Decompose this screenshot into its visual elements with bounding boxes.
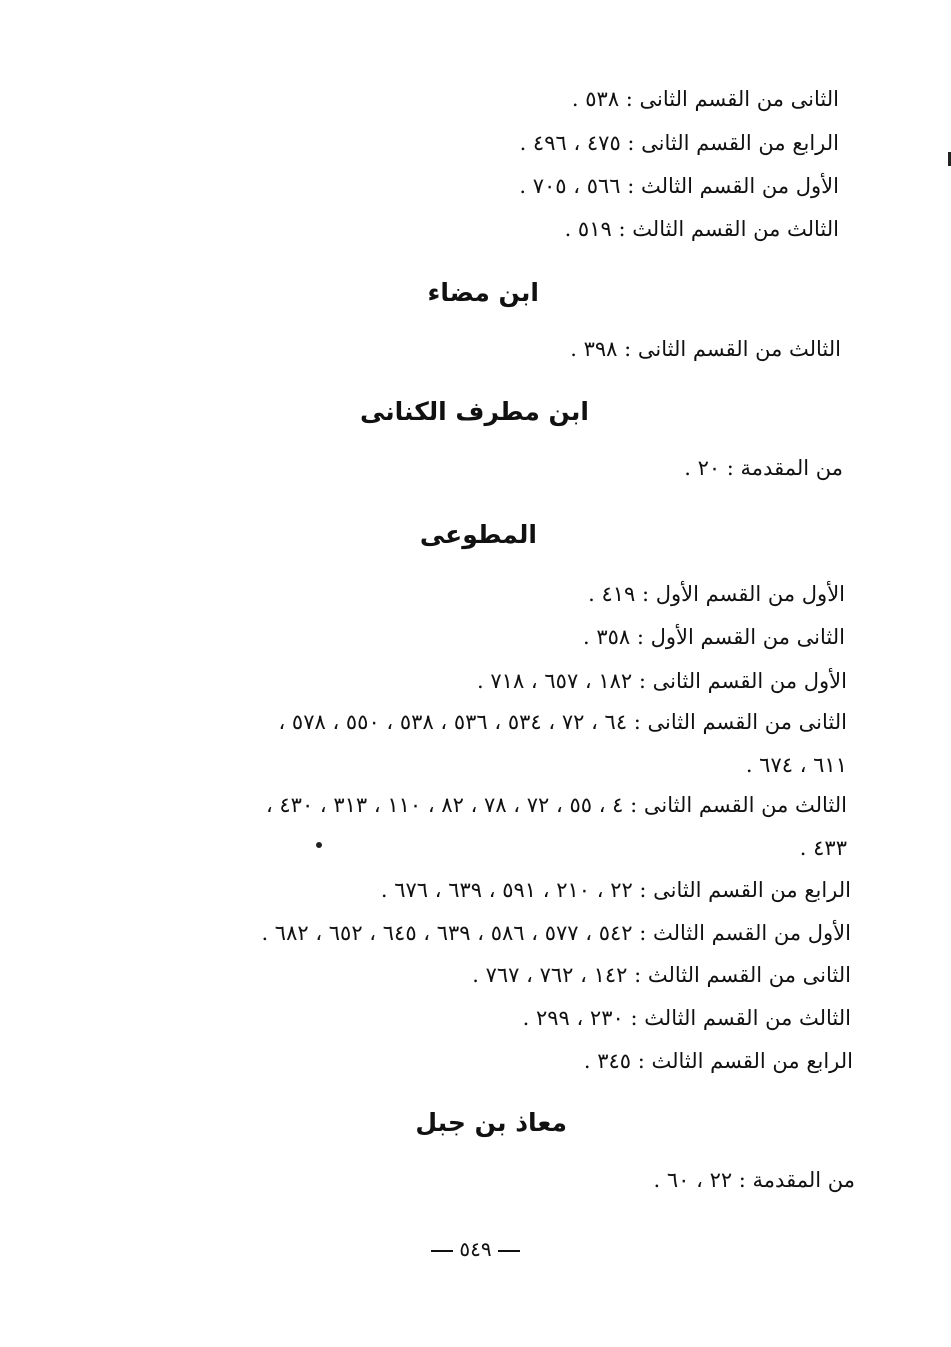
section-heading: معاذ بن جبل [415, 1108, 567, 1137]
entry-line: الرابع من القسم الثالث : ٣٤٥ . [583, 1049, 853, 1073]
page-number [0, 1234, 951, 1264]
entry-line: الرابع من القسم الثانى : ٤٧٥ ، ٤٩٦ . [519, 131, 839, 155]
ink-dot [316, 842, 322, 848]
entry-line: الثانى من القسم الثالث : ١٤٢ ، ٧٦٢ ، ٧٦٧ . [472, 963, 851, 987]
entry-line: الثانى من القسم الثانى : ٥٣٨ . [571, 87, 839, 111]
entry-line: الأول من القسم الثالث : ٥٤٢ ، ٥٧٧ ، ٥٨٦ ، ٦٣٩ ، ٦٤٥ ، ٦٥٢ ، ٦٨٢ . [261, 921, 851, 945]
entry-line: ٤٣٣ . [799, 836, 847, 860]
entry-line: الثالث من القسم الثالث : ٥١٩ . [564, 217, 839, 241]
dash-left [431, 1250, 453, 1252]
section-heading: ابن مضاء [427, 278, 539, 307]
entry-line: الأول من القسم الثانى : ١٨٢ ، ٦٥٧ ، ٧١٨ . [477, 669, 847, 693]
entry-line: الثالث من القسم الثالث : ٢٣٠ ، ٢٩٩ . [522, 1006, 851, 1030]
entry-line: من المقدمة : ٢٢ ، ٦٠ . [653, 1168, 855, 1192]
entry-line: من المقدمة : ٢٠ . [684, 456, 843, 480]
entry-line: الثانى من القسم الأول : ٣٥٨ . [583, 625, 845, 649]
page-number-text: ٥٤٩ [459, 1237, 492, 1261]
dash-right [498, 1250, 520, 1252]
entry-line: ٦١١ ، ٦٧٤ . [745, 753, 847, 777]
entry-line: الأول من القسم الثالث : ٥٦٦ ، ٧٠٥ . [519, 174, 839, 198]
section-heading: المطوعى [419, 520, 537, 549]
entry-line: الثانى من القسم الثانى : ٦٤ ، ٧٢ ، ٥٣٤ ، ٥٣٦ ، ٥٣٨ ، ٥٥٠ ، ٥٧٨ ، [278, 710, 847, 734]
entry-line: الثالث من القسم الثانى : ٤ ، ٥٥ ، ٧٢ ، ٧٨ ، ٨٢ ، ١١٠ ، ٣١٣ ، ٤٣٠ ، [265, 793, 847, 817]
entry-line: الأول من القسم الأول : ٤١٩ . [588, 582, 845, 606]
entry-line: الرابع من القسم الثانى : ٢٢ ، ٢١٠ ، ٥٩١ ، ٦٣٩ ، ٦٧٦ . [380, 878, 851, 902]
section-heading: ابن مطرف الكنانى [359, 397, 589, 426]
entry-line: الثالث من القسم الثانى : ٣٩٨ . [570, 337, 841, 361]
